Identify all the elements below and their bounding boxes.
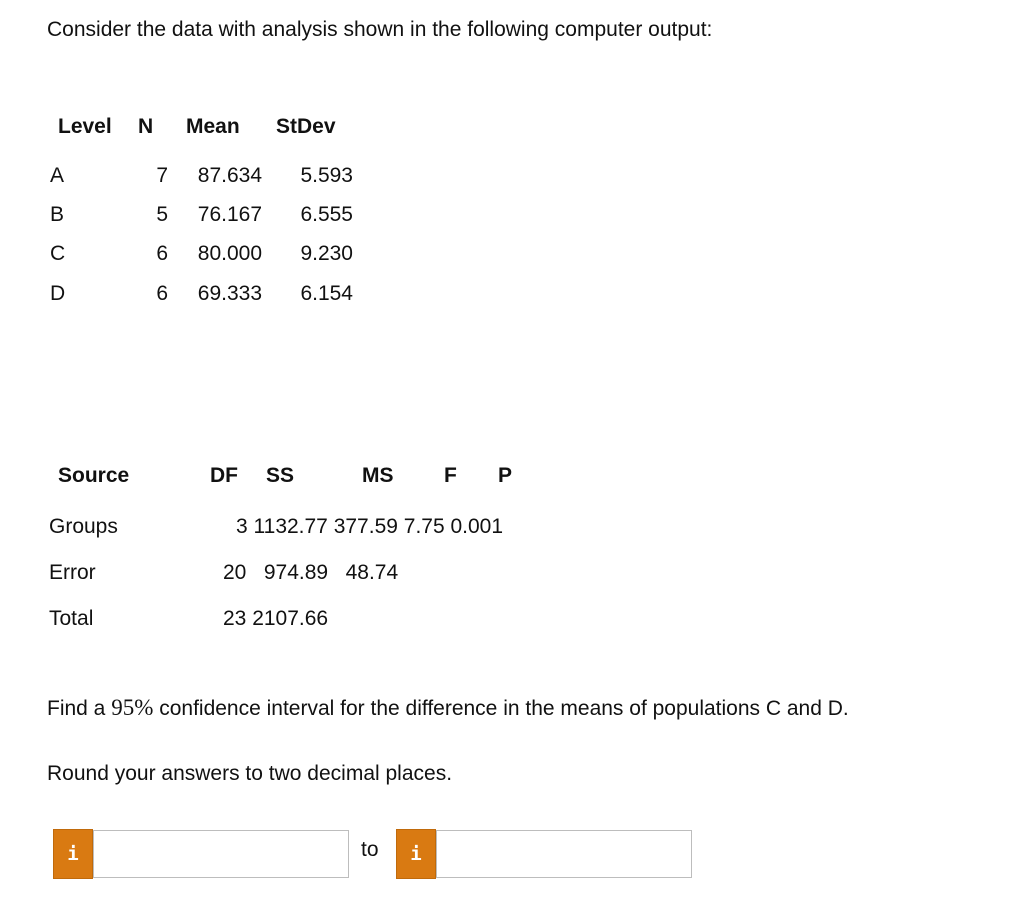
- source-cell: Total: [49, 607, 94, 630]
- mean-cell: 69.333: [197, 282, 262, 305]
- mean-cell: 87.634: [197, 164, 262, 187]
- mean-cell: 80.000: [197, 242, 262, 265]
- question-prefix: Find a: [47, 697, 112, 720]
- anova-values: 23 2107.66: [223, 607, 329, 630]
- level-cell: C: [50, 242, 66, 265]
- source-cell: Error: [49, 561, 96, 584]
- source-cell: Groups: [49, 515, 118, 538]
- info-icon[interactable]: i: [53, 829, 93, 879]
- header-stdev: StDev: [276, 115, 336, 138]
- n-cell: 6: [156, 242, 168, 265]
- anova-values: 3 1132.77 377.59 7.75 0.001: [236, 515, 504, 538]
- question-text: [47, 695, 849, 721]
- lower-bound-input[interactable]: [93, 830, 349, 878]
- n-cell: 5: [156, 203, 168, 226]
- header-level: Level: [58, 115, 112, 138]
- anova-values: 20 974.89 48.74: [223, 561, 399, 584]
- to-label: to: [361, 838, 379, 861]
- level-cell: B: [50, 203, 65, 226]
- upper-bound-input[interactable]: [436, 830, 692, 878]
- mean-cell: 76.167: [197, 203, 262, 226]
- level-cell: D: [50, 282, 66, 305]
- header-source: Source: [58, 464, 130, 487]
- header-f: F: [444, 464, 457, 487]
- header-df: DF: [210, 464, 238, 487]
- level-cell: A: [50, 164, 65, 187]
- round-note: Round your answers to two decimal places.: [47, 762, 453, 785]
- stdev-cell: 9.230: [300, 242, 353, 265]
- confidence-level: 95%: [111, 695, 154, 720]
- stdev-cell: 5.593: [300, 164, 353, 187]
- intro-text: Consider the data with analysis shown in the following computer output:: [47, 18, 713, 41]
- header-n: N: [138, 115, 154, 138]
- header-ms: MS: [362, 464, 394, 487]
- header-ss: SS: [266, 464, 295, 487]
- n-cell: 6: [156, 282, 168, 305]
- question-suffix: confidence interval for the difference in the means of populations C and D.: [153, 697, 849, 720]
- header-mean: Mean: [186, 115, 240, 138]
- header-p: P: [498, 464, 513, 487]
- stdev-cell: 6.555: [300, 203, 353, 226]
- info-icon[interactable]: i: [396, 829, 436, 879]
- stdev-cell: 6.154: [300, 282, 353, 305]
- n-cell: 7: [156, 164, 168, 187]
